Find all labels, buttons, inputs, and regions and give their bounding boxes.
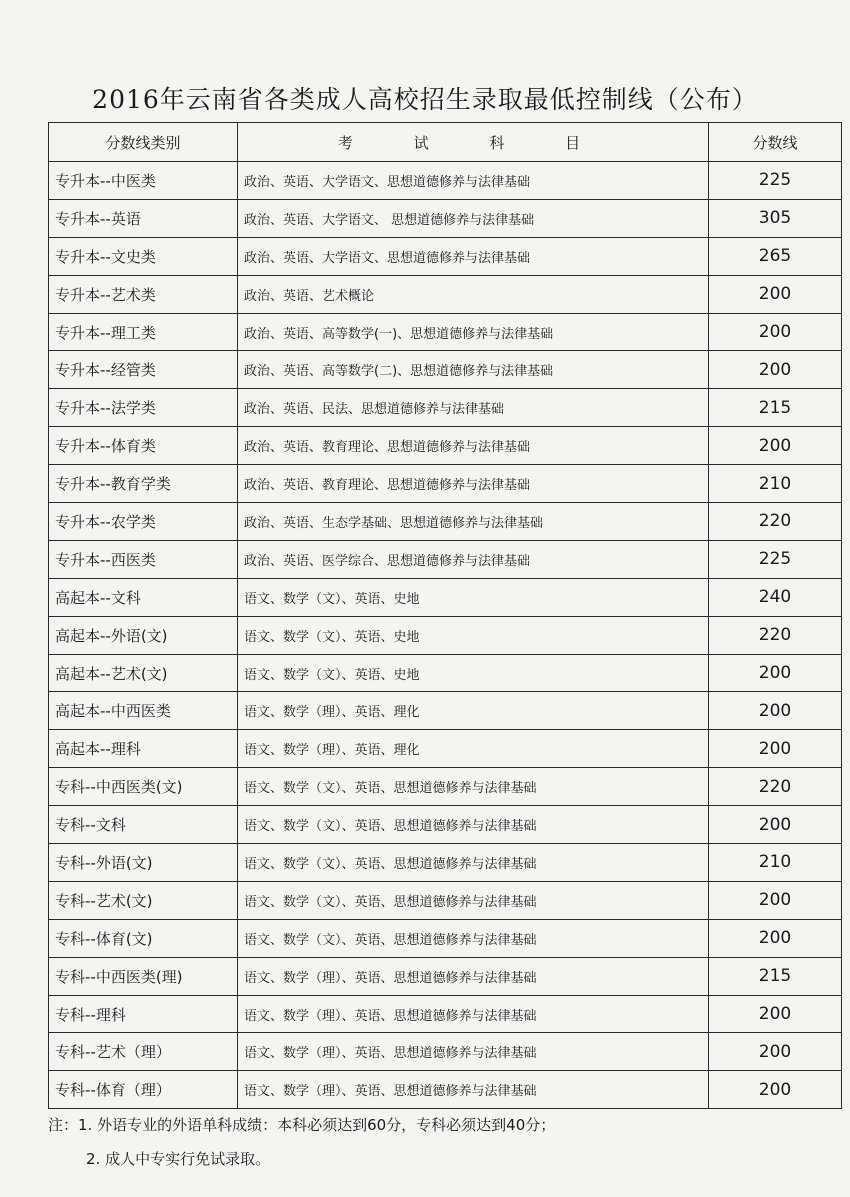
row-category: 专升本--经管类 — [49, 351, 238, 389]
row-subjects: 语文、数学（文）、英语、思想道德修养与法律基础 — [238, 806, 709, 844]
table-row — [49, 503, 842, 541]
table-header-row — [49, 123, 842, 162]
row-subjects: 语文、数学（理）、英语、思想道德修养与法律基础 — [238, 995, 709, 1033]
table-row — [49, 275, 842, 313]
row-subjects: 语文、数学（文）、英语、史地 — [238, 616, 709, 654]
row-category: 专科--外语(文) — [49, 844, 238, 882]
row-category: 高起本--中西医类 — [49, 692, 238, 730]
row-category: 专科--艺术（理） — [49, 1033, 238, 1071]
row-score: 200 — [709, 275, 842, 313]
table-row — [49, 313, 842, 351]
row-category: 专升本--体育类 — [49, 427, 238, 465]
row-subjects: 语文、数学（理）、英语、理化 — [238, 692, 709, 730]
header-subjects: 考 试 科 目 — [238, 123, 709, 162]
row-category: 专升本--教育学类 — [49, 465, 238, 503]
table-row — [49, 199, 842, 237]
row-score: 200 — [709, 806, 842, 844]
row-category: 专科--体育(文) — [49, 919, 238, 957]
row-subjects: 语文、数学（理）、英语、理化 — [238, 730, 709, 768]
row-score: 200 — [709, 881, 842, 919]
table-body — [49, 162, 842, 1109]
row-subjects: 语文、数学（理）、英语、思想道德修养与法律基础 — [238, 1071, 709, 1109]
table-row — [49, 616, 842, 654]
table-row — [49, 957, 842, 995]
row-subjects: 政治、英语、高等数学(一)、思想道德修养与法律基础 — [238, 313, 709, 351]
row-subjects: 政治、英语、教育理论、思想道德修养与法律基础 — [238, 427, 709, 465]
table-row — [49, 919, 842, 957]
header-category: 分数线类别 — [49, 123, 238, 162]
table-row — [49, 730, 842, 768]
table-row — [49, 692, 842, 730]
row-score: 200 — [709, 692, 842, 730]
table-row — [49, 881, 842, 919]
row-score: 220 — [709, 503, 842, 541]
row-category: 专科--文科 — [49, 806, 238, 844]
row-score: 210 — [709, 465, 842, 503]
table-row — [49, 578, 842, 616]
row-category: 专升本--文史类 — [49, 237, 238, 275]
note-line-1: 注：1. 外语专业的外语单科成绩：本科必须达到60分，专科必须达到40分； — [48, 1116, 556, 1134]
table-row — [49, 1071, 842, 1109]
table-row — [49, 427, 842, 465]
score-table — [48, 122, 842, 1109]
table-row — [49, 389, 842, 427]
table-row — [49, 237, 842, 275]
row-category: 专科--中西医类(文) — [49, 768, 238, 806]
table-row — [49, 162, 842, 200]
row-score: 200 — [709, 351, 842, 389]
row-subjects: 语文、数学（文）、英语、史地 — [238, 654, 709, 692]
row-score: 225 — [709, 162, 842, 200]
row-category: 专科--艺术(文) — [49, 881, 238, 919]
table-row — [49, 768, 842, 806]
row-score: 200 — [709, 919, 842, 957]
row-score: 215 — [709, 389, 842, 427]
row-subjects: 政治、英语、高等数学(二)、思想道德修养与法律基础 — [238, 351, 709, 389]
row-subjects: 政治、英语、大学语文、思想道德修养与法律基础 — [238, 237, 709, 275]
table-row — [49, 654, 842, 692]
row-category: 专科--理科 — [49, 995, 238, 1033]
row-category: 高起本--艺术(文) — [49, 654, 238, 692]
row-score: 200 — [709, 654, 842, 692]
row-score: 210 — [709, 844, 842, 882]
row-score: 220 — [709, 768, 842, 806]
row-subjects: 政治、英语、医学综合、思想道德修养与法律基础 — [238, 540, 709, 578]
note-line-2: 2. 成人中专实行免试录取。 — [86, 1150, 271, 1168]
row-score: 200 — [709, 995, 842, 1033]
row-subjects: 语文、数学（文）、英语、思想道德修养与法律基础 — [238, 919, 709, 957]
row-score: 200 — [709, 730, 842, 768]
table-row — [49, 844, 842, 882]
table-row — [49, 351, 842, 389]
row-category: 高起本--文科 — [49, 578, 238, 616]
row-subjects: 政治、英语、教育理论、思想道德修养与法律基础 — [238, 465, 709, 503]
row-score: 265 — [709, 237, 842, 275]
row-score: 220 — [709, 616, 842, 654]
table-row — [49, 995, 842, 1033]
table-row — [49, 1033, 842, 1071]
row-subjects: 政治、英语、民法、思想道德修养与法律基础 — [238, 389, 709, 427]
row-subjects: 语文、数学（文）、英语、思想道德修养与法律基础 — [238, 844, 709, 882]
row-score: 200 — [709, 1071, 842, 1109]
row-subjects: 政治、英语、大学语文、 思想道德修养与法律基础 — [238, 199, 709, 237]
row-subjects: 政治、英语、大学语文、思想道德修养与法律基础 — [238, 162, 709, 200]
row-category: 专升本--法学类 — [49, 389, 238, 427]
row-category: 专科--体育（理） — [49, 1071, 238, 1109]
row-subjects: 语文、数学（理）、英语、思想道德修养与法律基础 — [238, 1033, 709, 1071]
row-category: 专升本--理工类 — [49, 313, 238, 351]
row-score: 225 — [709, 540, 842, 578]
row-category: 专升本--英语 — [49, 199, 238, 237]
row-category: 专科--中西医类(理) — [49, 957, 238, 995]
row-subjects: 语文、数学（理）、英语、思想道德修养与法律基础 — [238, 957, 709, 995]
row-subjects: 语文、数学（文）、英语、思想道德修养与法律基础 — [238, 768, 709, 806]
notes — [48, 1108, 838, 1176]
row-score: 240 — [709, 578, 842, 616]
row-category: 专升本--农学类 — [49, 503, 238, 541]
row-score: 200 — [709, 1033, 842, 1071]
row-subjects: 语文、数学（文）、英语、史地 — [238, 578, 709, 616]
table-row — [49, 465, 842, 503]
row-category: 高起本--外语(文) — [49, 616, 238, 654]
row-score: 215 — [709, 957, 842, 995]
row-subjects: 语文、数学（文）、英语、思想道德修养与法律基础 — [238, 881, 709, 919]
table-row — [49, 540, 842, 578]
table-row — [49, 806, 842, 844]
row-category: 专升本--西医类 — [49, 540, 238, 578]
row-score: 200 — [709, 427, 842, 465]
page-title: 2016年云南省各类成人高校招生录取最低控制线（公布） — [92, 85, 758, 114]
row-score: 200 — [709, 313, 842, 351]
row-score: 305 — [709, 199, 842, 237]
row-subjects: 政治、英语、生态学基础、思想道德修养与法律基础 — [238, 503, 709, 541]
row-category: 专升本--艺术类 — [49, 275, 238, 313]
row-category: 高起本--理科 — [49, 730, 238, 768]
header-score: 分数线 — [709, 123, 842, 162]
row-category: 专升本--中医类 — [49, 162, 238, 200]
row-subjects: 政治、英语、艺术概论 — [238, 275, 709, 313]
